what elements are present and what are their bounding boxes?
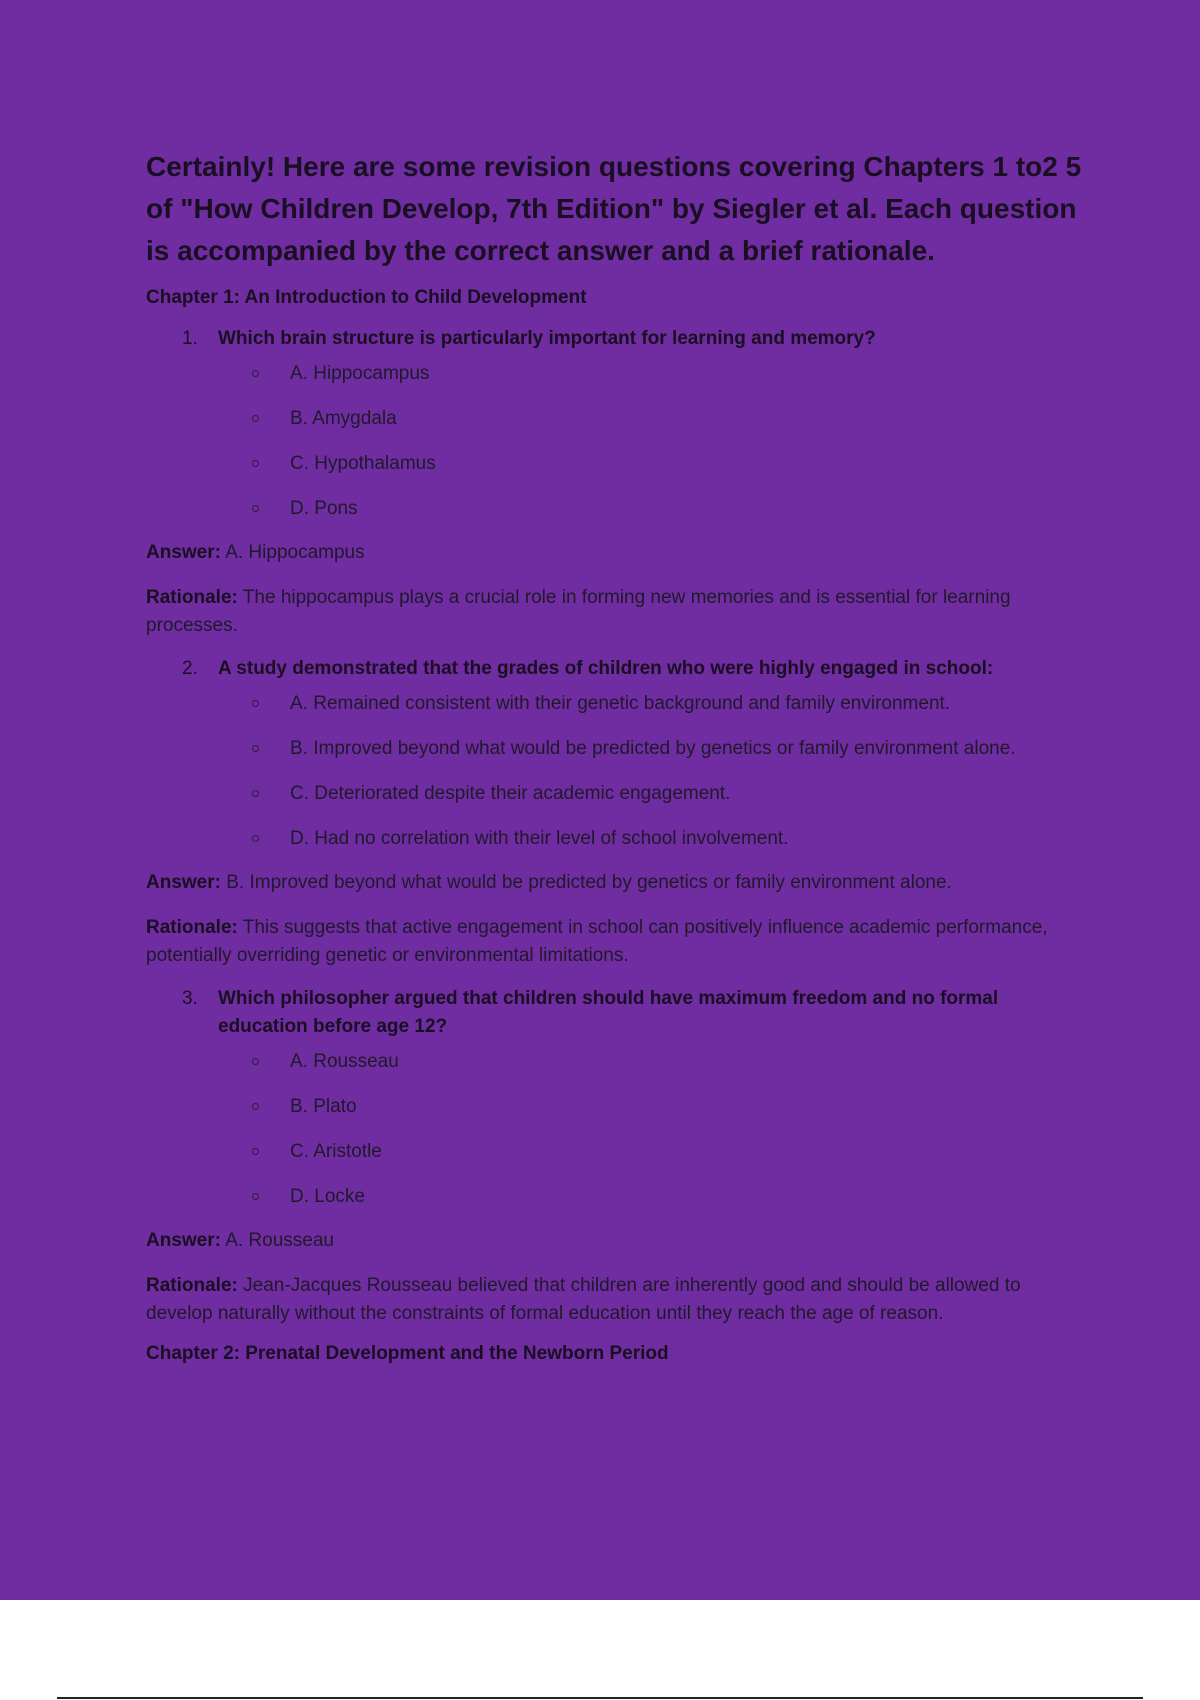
question-block (146, 325, 1086, 640)
option-label: C. Aristotle (290, 1141, 382, 1162)
rationale-label: Rationale: (146, 587, 238, 608)
circle-bullet-icon (252, 1058, 259, 1065)
rationale-text: Jean-Jacques Rousseau believed that children are inherently good and should be allowed to develop naturally without the constraints of formal education until they reach the age of reason. (146, 1275, 1021, 1324)
option-item (146, 1049, 1086, 1075)
answer-line (146, 1228, 1086, 1254)
answer-text: A. Hippocampus (225, 542, 365, 563)
option-list (146, 691, 1086, 852)
document-content (146, 146, 1086, 1366)
option-item (146, 826, 1086, 852)
question-text (146, 325, 1086, 353)
circle-bullet-icon (252, 835, 259, 842)
footer-divider (57, 1697, 1143, 1699)
question-prompt: Which philosopher argued that children should have maximum freedom and no formal education before age 12? (218, 988, 999, 1037)
circle-bullet-icon (252, 700, 259, 707)
circle-bullet-icon (252, 505, 259, 512)
option-label: D. Had no correlation with their level of school involvement. (290, 828, 789, 849)
question-prompt: A study demonstrated that the grades of children who were highly engaged in school: (218, 658, 994, 679)
circle-bullet-icon (252, 745, 259, 752)
answer-line (146, 540, 1086, 566)
intro-paragraph: Certainly! Here are some revision questions covering Chapters 1 to2 5 of "How Children Develop, 7th Edition" by Siegler et al. Each question is accompanied by the correct answer and a brief rationale. (146, 151, 1082, 266)
question-number: 1. (182, 328, 198, 349)
option-label: C. Deteriorated despite their academic engagement. (290, 783, 731, 804)
option-item (146, 451, 1086, 477)
question-block (146, 655, 1086, 970)
option-item (146, 406, 1086, 432)
circle-bullet-icon (252, 1103, 259, 1110)
answer-label: Answer: (146, 1230, 221, 1251)
rationale-text: The hippocampus plays a crucial role in forming new memories and is essential for learning processes. (146, 587, 1011, 636)
option-item (146, 736, 1086, 762)
option-list (146, 361, 1086, 522)
option-item (146, 361, 1086, 387)
option-label: A. Hippocampus (290, 363, 430, 384)
chapter-heading: Chapter 1: An Introduction to Child Development (146, 287, 587, 308)
question-number: 3. (182, 988, 198, 1009)
option-item (146, 496, 1086, 522)
rationale-line (146, 584, 1086, 640)
question-text (146, 655, 1086, 683)
question-text (146, 985, 1086, 1041)
option-item (146, 1184, 1086, 1210)
option-label: A. Remained consistent with their genetic background and family environment. (290, 693, 951, 714)
circle-bullet-icon (252, 415, 259, 422)
circle-bullet-icon (252, 1193, 259, 1200)
question-number: 2. (182, 658, 198, 679)
answer-label: Answer: (146, 542, 221, 563)
circle-bullet-icon (252, 370, 259, 377)
answer-text: B. Improved beyond what would be predicted by genetics or family environment alone. (226, 872, 952, 893)
option-label: B. Amygdala (290, 408, 397, 429)
option-item (146, 691, 1086, 717)
option-label: C. Hypothalamus (290, 453, 436, 474)
option-label: B. Plato (290, 1096, 357, 1117)
rationale-label: Rationale: (146, 1275, 238, 1296)
chapter-heading: Chapter 2: Prenatal Development and the Newborn Period (146, 1343, 669, 1364)
option-label: D. Pons (290, 498, 358, 519)
circle-bullet-icon (252, 460, 259, 467)
option-list (146, 1049, 1086, 1210)
answer-label: Answer: (146, 872, 221, 893)
answer-line (146, 870, 1086, 896)
circle-bullet-icon (252, 790, 259, 797)
rationale-label: Rationale: (146, 917, 238, 938)
rationale-text: This suggests that active engagement in school can positively influence academic performance, potentially overriding genetic or environmental limitations. (146, 917, 1048, 966)
option-label: B. Improved beyond what would be predicted by genetics or family environment alone. (290, 738, 1016, 759)
circle-bullet-icon (252, 1148, 259, 1155)
rationale-line (146, 1272, 1086, 1328)
option-label: D. Locke (290, 1186, 365, 1207)
option-item (146, 781, 1086, 807)
option-item (146, 1094, 1086, 1120)
question-block (146, 985, 1086, 1328)
rationale-line (146, 914, 1086, 970)
option-item (146, 1139, 1086, 1165)
answer-text: A. Rousseau (225, 1230, 334, 1251)
question-prompt: Which brain structure is particularly important for learning and memory? (218, 328, 876, 349)
option-label: A. Rousseau (290, 1051, 399, 1072)
